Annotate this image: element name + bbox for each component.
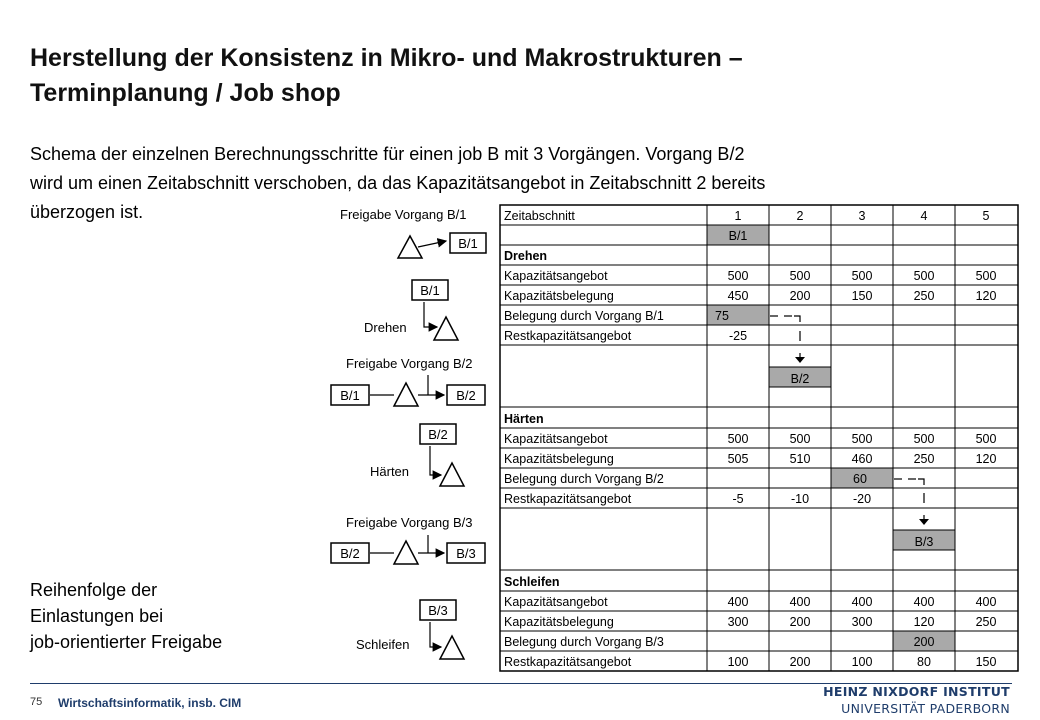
period-1: 1	[734, 209, 742, 223]
order-note-line-2: Einlastungen bei	[30, 606, 164, 626]
drehen-belegung-4: 250	[913, 289, 935, 303]
drehen-angebot-2: 500	[789, 269, 811, 283]
haerten-belegung-label: Kapazitätsbelegung	[504, 452, 614, 466]
haerten-rest-label: Restkapazitätsangebot	[504, 492, 632, 506]
haerten-angebot-2: 500	[789, 432, 811, 446]
order-note	[30, 577, 222, 655]
release-b3-label: Freigabe Vorgang B/3	[346, 515, 473, 530]
b1-box-label: B/1	[458, 236, 478, 251]
release-b2-triangle-icon	[394, 383, 418, 406]
release-b3-triangle-icon	[394, 541, 418, 564]
job-b1-label: B/1	[728, 229, 748, 243]
section-haerten: Härten	[504, 412, 544, 426]
drehen-label: Drehen	[364, 320, 407, 335]
drehen-angebot-4: 500	[913, 269, 935, 283]
capacity-table	[500, 205, 1018, 671]
drehen-belegung-label: Kapazitätsbelegung	[504, 289, 614, 303]
haerten-label: Härten	[370, 464, 410, 479]
release-b1-label: Freigabe Vorgang B/1	[340, 207, 467, 222]
haerten-belegung-1: 505	[727, 452, 749, 466]
schleifen-label: Schleifen	[356, 637, 410, 652]
drehen-shift-arrowhead	[795, 357, 805, 363]
haerten-triangle-icon	[440, 463, 464, 486]
schleifen-belegung-2: 200	[789, 615, 811, 629]
schleifen-angebot-3: 400	[851, 595, 873, 609]
schleifen-angebot-2: 400	[789, 595, 811, 609]
haerten-rest-2: -10	[790, 492, 810, 506]
haerten-belegung-4: 250	[913, 452, 935, 466]
schleifen-angebot-5: 400	[975, 595, 997, 609]
drehen-belegung-2: 200	[789, 289, 811, 303]
haerten-shift-arrow	[894, 479, 924, 523]
schleifen-vorgang-value: 200	[913, 635, 935, 649]
b1-left-box-label: B/1	[340, 388, 360, 403]
drehen-vorgang-label: Belegung durch Vorgang B/1	[504, 309, 664, 323]
schleifen-triangle-icon	[440, 636, 464, 659]
haerten-shift-arrowhead	[919, 519, 929, 525]
haerten-angebot-4: 500	[913, 432, 935, 446]
intro-line-2: wird um einen Zeitabschnitt verschoben, da das Kapazitätsangebot in Zeitabschnitt 2 bereits	[30, 173, 766, 193]
b3-box-label: B/3	[456, 546, 476, 561]
schleifen-belegung-4: 120	[913, 615, 935, 629]
intro-line-1: Schema der einzelnen Berechnungsschritte für einen job B mit 3 Vorgängen. Vorgang B/2	[30, 144, 745, 164]
haerten-rest-3: -20	[852, 492, 872, 506]
b3-schleifen-box-label: B/3	[428, 603, 448, 618]
drehen-angebot-3: 500	[851, 269, 873, 283]
section-drehen: Drehen	[504, 249, 548, 263]
release-arrow	[418, 241, 446, 247]
schleifen-rest-4: 80	[917, 655, 931, 669]
haerten-vorgang-value: 60	[853, 472, 867, 486]
drehen-angebot-label: Kapazitätsangebot	[504, 269, 608, 283]
logo-line-1: HEINZ NIXDORF INSTITUT	[823, 684, 1010, 699]
haerten-vorgang-label: Belegung durch Vorgang B/2	[504, 472, 664, 486]
b1-drehen-box-label: B/1	[420, 283, 440, 298]
drehen-triangle-icon	[434, 317, 458, 340]
drehen-arrow	[424, 302, 437, 327]
schleifen-vorgang-label: Belegung durch Vorgang B/3	[504, 635, 664, 649]
drehen-rest-label: Restkapazitätsangebot	[504, 329, 632, 343]
footer-text: Wirtschaftsinformatik, insb. CIM	[58, 696, 242, 710]
intro-line-3: überzogen ist.	[30, 202, 144, 222]
release-b2-label: Freigabe Vorgang B/2	[346, 356, 473, 371]
drehen-belegung-5: 120	[975, 289, 997, 303]
drehen-vorgang-value: 75	[715, 309, 729, 323]
order-note-line-3: job-orientierter Freigabe	[30, 632, 223, 652]
logo-line-2: UNIVERSITÄT PADERBORN	[841, 701, 1010, 716]
drehen-belegung-3: 150	[851, 289, 873, 303]
period-5: 5	[982, 209, 990, 223]
drehen-shifted-job: B/2	[790, 372, 810, 386]
page-title	[30, 41, 1020, 111]
schleifen-angebot-1: 400	[727, 595, 749, 609]
schleifen-belegung-1: 300	[727, 615, 749, 629]
b2-box-label: B/2	[456, 388, 476, 403]
haerten-angebot-3: 500	[851, 432, 873, 446]
drehen-angebot-1: 500	[727, 269, 749, 283]
flow-diagram	[331, 207, 486, 659]
haerten-angebot-label: Kapazitätsangebot	[504, 432, 608, 446]
schleifen-belegung-3: 300	[851, 615, 873, 629]
haerten-belegung-2: 510	[789, 452, 811, 466]
header-zeitabschnitt: Zeitabschnitt	[504, 209, 575, 223]
institute-logo	[823, 683, 1010, 717]
period-2: 2	[796, 209, 804, 223]
schleifen-rest-1: 100	[727, 655, 749, 669]
period-4: 4	[920, 209, 928, 223]
schleifen-belegung-label: Kapazitätsbelegung	[504, 615, 614, 629]
order-note-line-1: Reihenfolge der	[30, 580, 158, 600]
drehen-belegung-1: 450	[727, 289, 749, 303]
haerten-belegung-3: 460	[851, 452, 873, 466]
schleifen-arrow	[430, 622, 441, 647]
period-3: 3	[858, 209, 866, 223]
page-title-line-1: Herstellung der Konsistenz in Mikro- und Makrostrukturen –	[30, 44, 743, 72]
section-schleifen: Schleifen	[504, 575, 560, 589]
drehen-rest-1: -25	[728, 329, 748, 343]
drehen-angebot-5: 500	[975, 269, 997, 283]
page-title-line-2: Terminplanung / Job shop	[30, 79, 341, 107]
drehen-shift-arrow	[770, 316, 800, 361]
schleifen-angebot-label: Kapazitätsangebot	[504, 595, 608, 609]
b2-left-box-label: B/2	[340, 546, 360, 561]
haerten-rest-1: -5	[732, 492, 744, 506]
page-number: 75	[30, 696, 43, 708]
schleifen-rest-5: 150	[975, 655, 997, 669]
haerten-angebot-1: 500	[727, 432, 749, 446]
b2-haerten-box-label: B/2	[428, 427, 448, 442]
schleifen-rest-label: Restkapazitätsangebot	[504, 655, 632, 669]
scheduling-diagram	[300, 195, 1025, 680]
haerten-angebot-5: 500	[975, 432, 997, 446]
haerten-belegung-5: 120	[975, 452, 997, 466]
schleifen-rest-3: 100	[851, 655, 873, 669]
haerten-arrow	[430, 446, 441, 475]
schleifen-belegung-5: 250	[975, 615, 997, 629]
schleifen-angebot-4: 400	[913, 595, 935, 609]
haerten-shifted-job: B/3	[914, 535, 934, 549]
schleifen-rest-2: 200	[789, 655, 811, 669]
